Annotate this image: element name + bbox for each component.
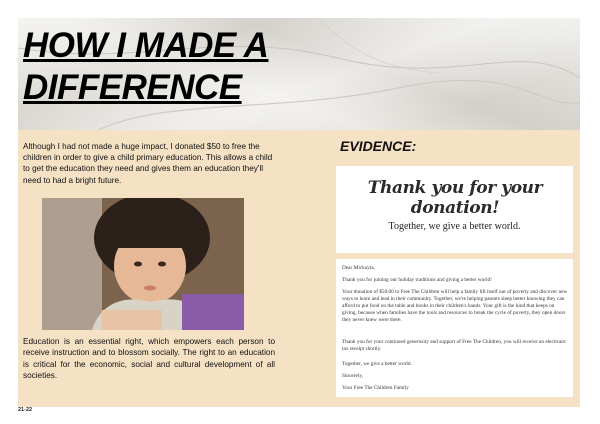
letter-paragraph-2: Your donation of $50.00 to Free The Children will help a family lift itself out of poverty and discover new ways to learn and lead in their community. Together, we're helping parents sleep better knowing they can afford to put food on the table and books in their children's hands. Your gift is the kind that keeps on giving, because when families have the tools and resources to break the cycle of poverty, they open doors they never knew were there. xyxy=(342,289,568,323)
marble-header xyxy=(18,18,580,130)
letter-paragraph-1: Thank you for joining our holiday traditions and giving a better world! xyxy=(342,277,492,283)
letter-signature: Your Free The Children Family xyxy=(342,385,409,391)
donation-letter xyxy=(336,259,573,397)
letter-paragraph-3: Thank you for your continued generosity and support of Free The Children, you will receive an electronic tax receipt shortly. xyxy=(342,339,567,352)
thank-you-title: Thank you for your donation! xyxy=(367,178,543,218)
page-title: HOW I MADE A DIFFERENCE xyxy=(23,26,269,107)
child-photo xyxy=(42,198,244,330)
outro-paragraph: Education is an essential right, which empowers each person to receive instruction and to blossom socially. The right to an education is critical for the economic, social and cultural development of all societies. xyxy=(23,337,275,381)
thank-you-subtitle: Together, we give a better world. xyxy=(388,221,521,232)
evidence-heading: EVIDENCE: xyxy=(340,138,417,154)
letter-greeting: Dear Mickayla, xyxy=(342,265,375,271)
page xyxy=(18,18,580,407)
thank-you-card xyxy=(336,166,573,253)
letter-closing: Sincerely, xyxy=(342,373,363,379)
letter-paragraph-4: Together, we give a better world. xyxy=(342,361,412,367)
intro-paragraph: Although I had not made a huge impact, I donated $50 to free the children in order to give a child primary education. This allows a child to get the education they need and gives them an education they'll need to had a bright future. xyxy=(23,142,273,185)
page-code: 21-22 xyxy=(18,407,33,413)
